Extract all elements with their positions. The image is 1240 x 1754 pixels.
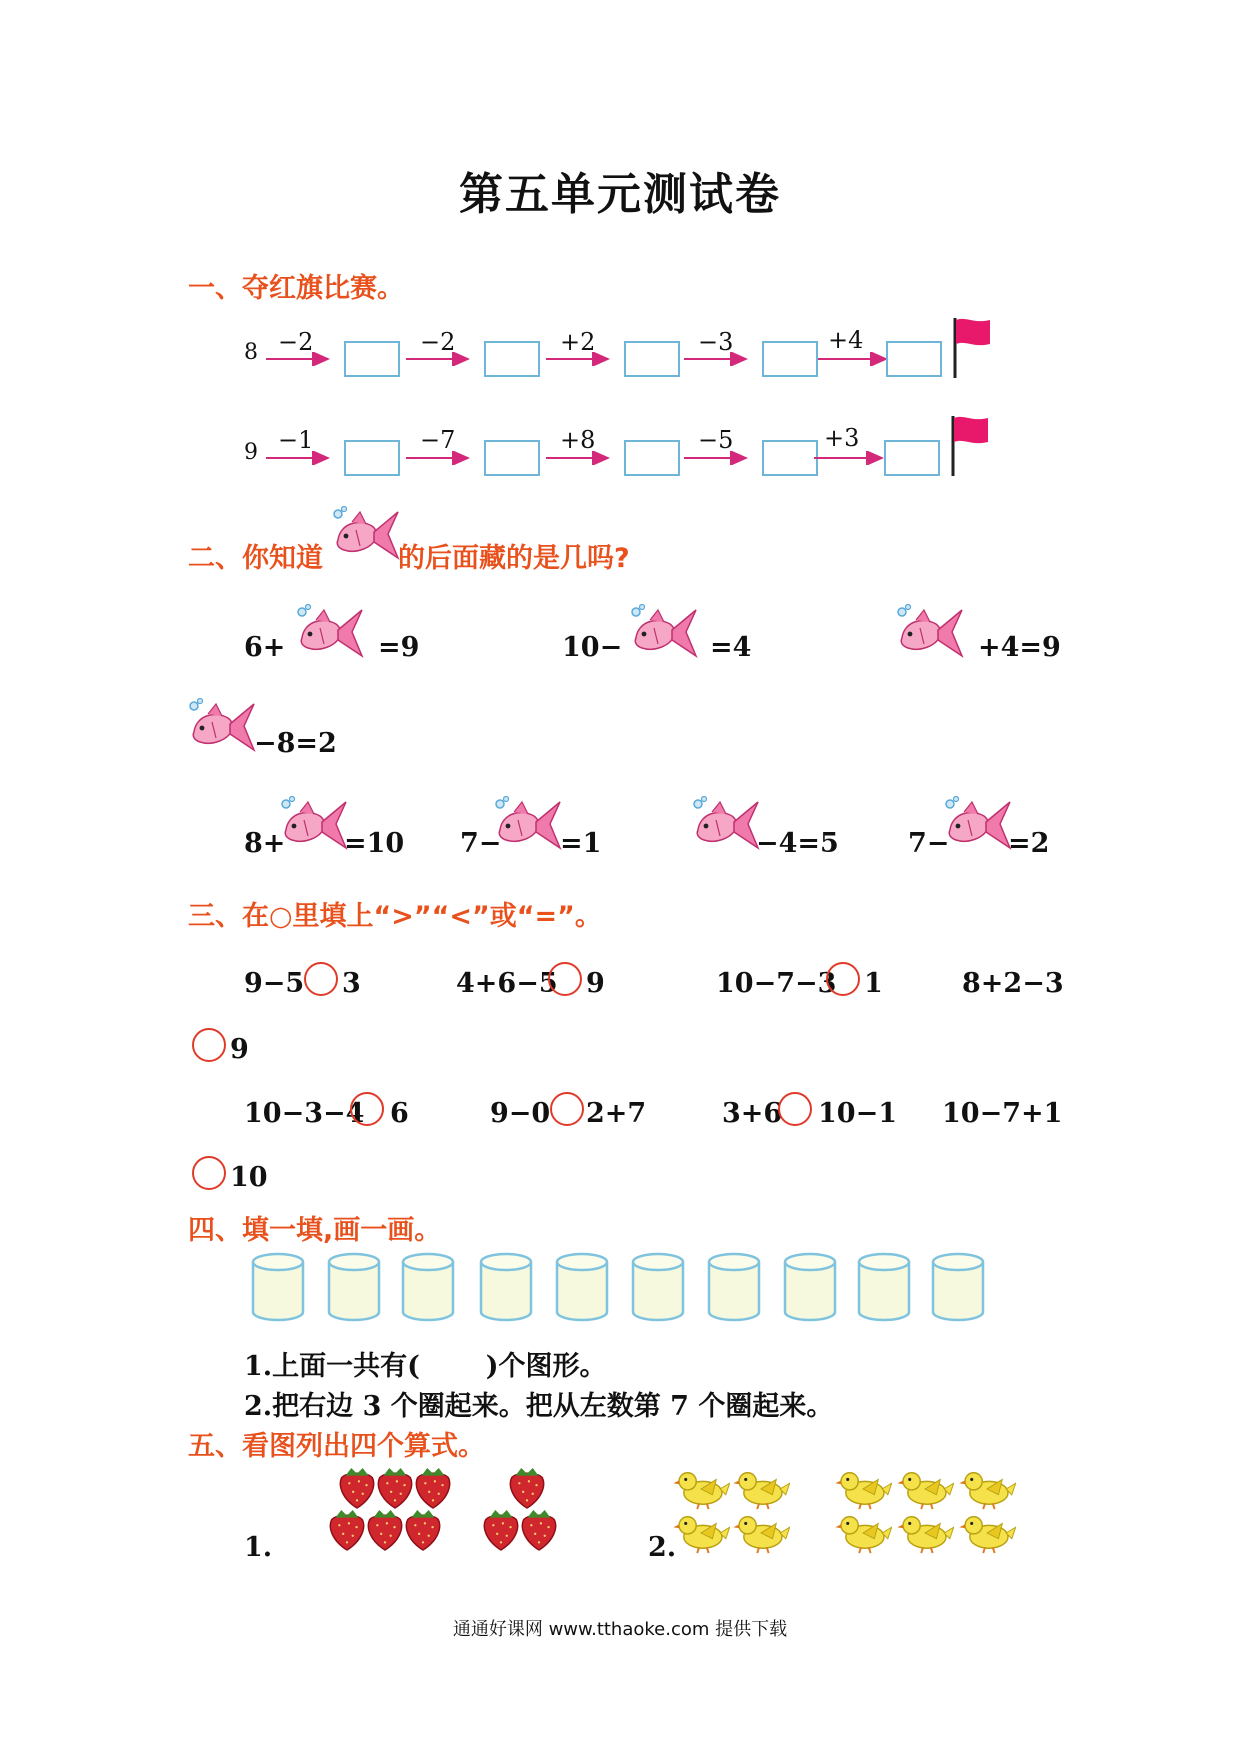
fish-icon	[278, 796, 348, 854]
cylinder-icon	[250, 1252, 306, 1322]
fish-icon	[628, 604, 698, 662]
fish-icon	[186, 698, 256, 756]
section-4-heading: 四、填一填,画一画。	[188, 1215, 442, 1246]
chick-icon	[732, 1468, 790, 1510]
strawberry-icon	[480, 1508, 522, 1552]
chain-op: −2	[278, 328, 314, 356]
compare-left: 10−7−3	[716, 968, 837, 999]
answer-box[interactable]	[344, 440, 400, 476]
section-1-heading: 一、夺红旗比赛。	[188, 273, 404, 304]
cylinder-icon	[400, 1252, 456, 1322]
answer-box[interactable]	[484, 341, 540, 377]
arrow	[264, 352, 334, 366]
fish-expr-part: =2	[1008, 828, 1050, 859]
answer-box[interactable]	[762, 440, 818, 476]
strawberry-icon	[506, 1466, 548, 1510]
compare-right: 6	[390, 1098, 409, 1129]
chick-icon	[958, 1512, 1016, 1554]
picture-label-2: 2.	[648, 1532, 677, 1563]
compare-left: 4+6−5	[456, 968, 558, 999]
compare-circle[interactable]	[548, 962, 582, 996]
answer-box[interactable]	[624, 341, 680, 377]
fish-expr-part: −4=5	[756, 828, 839, 859]
compare-left: 10−3−4	[244, 1098, 365, 1129]
strawberry-icon	[336, 1466, 378, 1510]
picture-label-1: 1.	[244, 1532, 273, 1563]
red-flag-icon	[950, 414, 990, 478]
strawberry-icon	[364, 1508, 406, 1552]
answer-box[interactable]	[344, 341, 400, 377]
fish-expr-part: 6+	[244, 632, 286, 663]
chain-op: +4	[828, 326, 864, 354]
chain-op: −3	[698, 328, 734, 356]
compare-right: 9	[230, 1034, 249, 1065]
compare-circle[interactable]	[192, 1028, 226, 1062]
compare-right: 2+7	[586, 1098, 647, 1129]
answer-box[interactable]	[624, 440, 680, 476]
compare-left: 9−5	[244, 968, 305, 999]
chick-icon	[896, 1468, 954, 1510]
compare-left: 9−0	[490, 1098, 551, 1129]
fish-expr-part: 7−	[908, 828, 950, 859]
strawberry-icon	[374, 1466, 416, 1510]
compare-circle[interactable]	[304, 962, 338, 996]
compare-left: 10−7+1	[942, 1098, 1063, 1129]
page-title: 第五单元测试卷	[459, 169, 781, 220]
fill-question-2: 2.把右边 3 个圈起来。把从左数第 7 个圈起来。	[244, 1391, 834, 1422]
section-2-heading-start: 二、你知道	[188, 543, 323, 574]
chain-op: +3	[824, 424, 860, 452]
cylinder-icon	[856, 1252, 912, 1322]
answer-box[interactable]	[886, 341, 942, 377]
arrow	[264, 451, 334, 465]
chain-op: −5	[698, 426, 734, 454]
cylinder-icon	[478, 1252, 534, 1322]
arrow	[812, 451, 888, 465]
strawberry-icon	[402, 1508, 444, 1552]
arrow	[544, 451, 614, 465]
cylinder-icon	[326, 1252, 382, 1322]
section-2-heading-end: 的后面藏的是几吗?	[398, 543, 630, 574]
chain-start-value: 9	[244, 440, 258, 465]
compare-left: 3+6	[722, 1098, 783, 1129]
compare-circle[interactable]	[350, 1092, 384, 1126]
cylinder-icon	[930, 1252, 986, 1322]
fish-icon	[294, 604, 364, 662]
strawberry-icon	[412, 1466, 454, 1510]
section-3-heading: 三、在○里填上“>”“<”或“=”。	[188, 901, 602, 932]
fish-expr-part: =4	[710, 632, 752, 663]
arrow	[544, 352, 614, 366]
cylinder-icon	[630, 1252, 686, 1322]
fish-icon	[942, 796, 1012, 854]
chick-icon	[732, 1512, 790, 1554]
compare-circle[interactable]	[778, 1092, 812, 1126]
red-flag-icon	[952, 316, 992, 380]
fish-expr-part: +4=9	[978, 632, 1061, 663]
fish-expr-part: =10	[344, 828, 405, 859]
chain-op: −1	[278, 426, 314, 454]
chain-op: +2	[560, 328, 596, 356]
chain-op: −2	[420, 328, 456, 356]
fish-icon	[690, 796, 760, 854]
chain-op: +8	[560, 426, 596, 454]
strawberry-icon	[326, 1508, 368, 1552]
compare-circle[interactable]	[826, 962, 860, 996]
chick-icon	[896, 1512, 954, 1554]
fill-question-1: 1.上面一共有( )个图形。	[244, 1351, 607, 1382]
chick-icon	[672, 1512, 730, 1554]
fish-expr-part: 10−	[562, 632, 623, 663]
fish-expr-part: −8=2	[254, 728, 337, 759]
arrow	[816, 352, 892, 366]
compare-right: 1	[864, 968, 883, 999]
section-5-heading: 五、看图列出四个算式。	[188, 1431, 485, 1462]
compare-right: 3	[342, 968, 361, 999]
chick-icon	[834, 1468, 892, 1510]
compare-right: 10	[230, 1162, 268, 1193]
chain-op: −7	[420, 426, 456, 454]
footer-credit: 通通好课网 www.tthaoke.com 提供下载	[452, 1619, 788, 1640]
cylinder-icon	[554, 1252, 610, 1322]
answer-box[interactable]	[484, 440, 540, 476]
chain-start-value: 8	[244, 340, 258, 365]
fish-icon	[330, 506, 400, 564]
compare-right: 10−1	[818, 1098, 897, 1129]
fish-icon	[492, 796, 562, 854]
cylinder-icon	[782, 1252, 838, 1322]
chick-icon	[672, 1468, 730, 1510]
arrow	[404, 352, 474, 366]
strawberry-icon	[518, 1508, 560, 1552]
compare-circle[interactable]	[550, 1092, 584, 1126]
fish-expr-part: 7−	[460, 828, 502, 859]
fish-expr-part: 8+	[244, 828, 286, 859]
compare-right: 9	[586, 968, 605, 999]
fish-expr-part: =9	[378, 632, 420, 663]
arrow	[682, 451, 752, 465]
chick-icon	[834, 1512, 892, 1554]
compare-left: 8+2−3	[962, 968, 1064, 999]
answer-box[interactable]	[762, 341, 818, 377]
arrow	[682, 352, 752, 366]
compare-circle[interactable]	[192, 1156, 226, 1190]
cylinder-icon	[706, 1252, 762, 1322]
fish-icon	[894, 604, 964, 662]
arrow	[404, 451, 474, 465]
fish-expr-part: =1	[560, 828, 602, 859]
answer-box[interactable]	[884, 440, 940, 476]
chick-icon	[958, 1468, 1016, 1510]
